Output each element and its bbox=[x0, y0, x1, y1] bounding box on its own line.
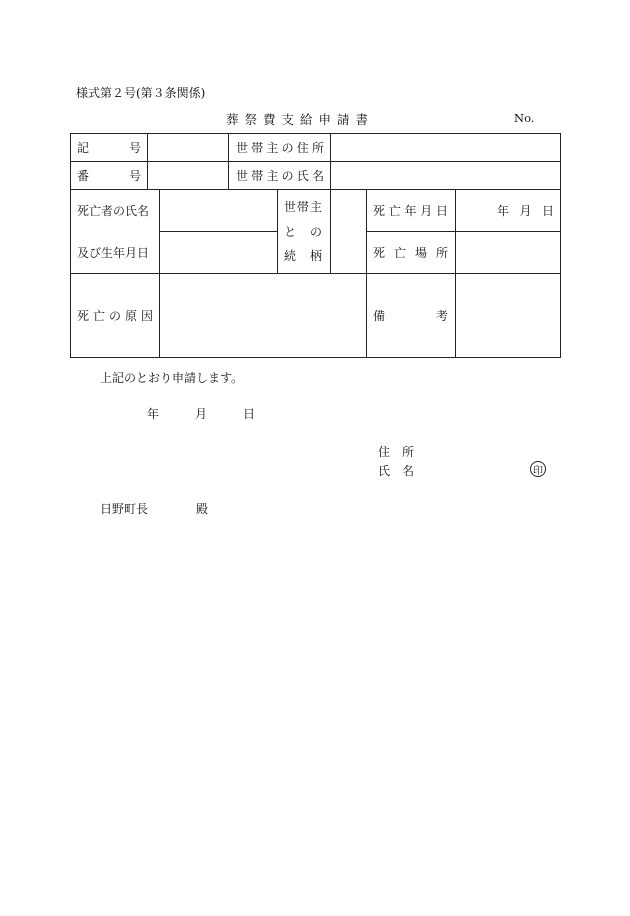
addressee-honorific: 殿 bbox=[196, 502, 209, 516]
addressee-mayor: 日野町長 bbox=[100, 502, 149, 516]
seal-mark-icon: 印 bbox=[530, 461, 546, 477]
death-place-field[interactable] bbox=[456, 232, 560, 273]
death-place-label: 死 亡 場 所 bbox=[373, 245, 448, 260]
date-day-label: 日 bbox=[243, 407, 256, 421]
householder-address-label: 世 帯 主 の 住 所 bbox=[236, 140, 324, 155]
deceased-name-label: 死亡者の氏名 bbox=[77, 203, 150, 218]
relation-label-line2: と の bbox=[284, 224, 322, 239]
number-label: No. bbox=[514, 111, 535, 125]
symbol-label: 記 号 bbox=[77, 140, 141, 155]
number-field[interactable] bbox=[148, 162, 227, 189]
date-month-label: 月 bbox=[195, 407, 208, 421]
application-statement: 上記のとおり申請します。 bbox=[100, 371, 244, 385]
birth-date-field[interactable] bbox=[160, 232, 277, 273]
applicant-name-label: 氏 名 bbox=[378, 464, 415, 478]
number-row-label: 番 号 bbox=[77, 168, 141, 183]
relation-label-line3: 続 柄 bbox=[284, 248, 322, 263]
applicant-address-label: 住 所 bbox=[378, 445, 415, 459]
remarks-field[interactable] bbox=[456, 274, 560, 357]
date-year-label: 年 bbox=[147, 407, 160, 421]
death-cause-field[interactable] bbox=[160, 274, 366, 357]
symbol-field[interactable] bbox=[148, 134, 227, 161]
deceased-name-field[interactable] bbox=[160, 190, 277, 231]
death-date-label: 死 亡 年 月 日 bbox=[373, 203, 448, 218]
form-title: 葬祭費支給申請書 bbox=[226, 112, 375, 127]
remarks-label: 備 考 bbox=[373, 308, 448, 323]
relation-label-line1: 世 帯 主 bbox=[284, 199, 322, 214]
birth-date-label: 及び生年月日 bbox=[77, 245, 150, 260]
application-table bbox=[70, 133, 561, 358]
householder-name-field[interactable] bbox=[331, 162, 560, 189]
form-number-label: 様式第２号(第３条関係) bbox=[76, 86, 206, 100]
death-cause-label: 死 亡 の 原 因 bbox=[77, 308, 153, 323]
relation-field[interactable] bbox=[331, 190, 366, 273]
householder-address-field[interactable] bbox=[331, 134, 560, 161]
householder-name-label: 世 帯 主 の 氏 名 bbox=[236, 168, 324, 183]
death-date-field[interactable]: 年 月 日 bbox=[497, 203, 554, 218]
